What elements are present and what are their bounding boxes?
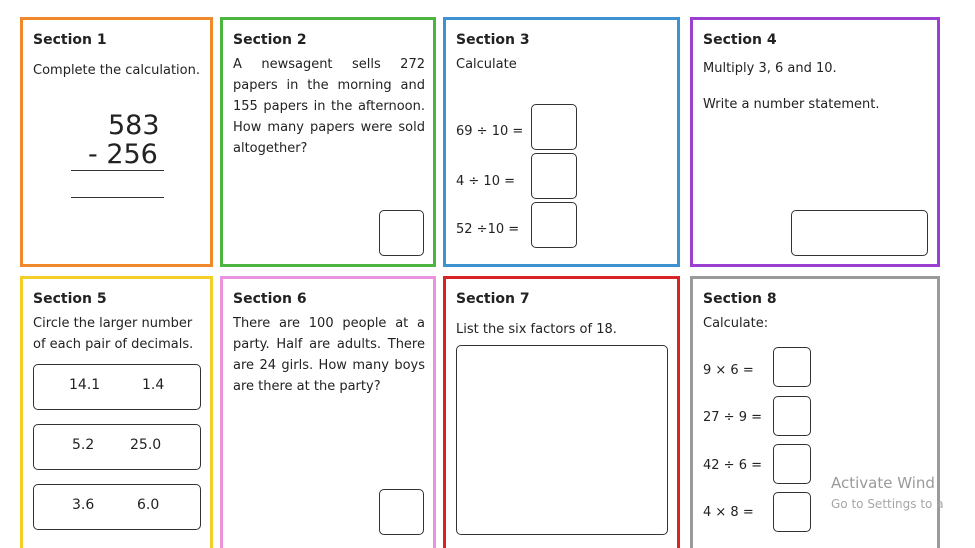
section-5-instruction: Circle the larger number of each pair of decimals. [33, 316, 194, 352]
section-8-answer-box-4[interactable] [773, 492, 811, 532]
section-1-title: Section 1 [33, 32, 107, 48]
section-7-answer-area[interactable] [456, 345, 668, 535]
decimal-pair-3-first[interactable]: 3.6 [72, 497, 95, 513]
section-6-card [220, 276, 436, 548]
section-3-equation-1: 69 ÷ 10 = [456, 124, 524, 139]
section-1-top-number: 583 [108, 110, 160, 141]
section-6-title: Section 6 [233, 291, 307, 307]
section-1-instruction: Complete the calculation. [33, 63, 200, 78]
decimal-pair-2-second[interactable]: 25.0 [130, 437, 162, 453]
section-3-answer-box-3[interactable] [531, 202, 577, 248]
section-8-equation-4: 4 × 8 = [703, 505, 754, 520]
section-2-title: Section 2 [233, 32, 307, 48]
section-5-card [20, 276, 213, 548]
section-4-answer-box[interactable] [791, 210, 928, 256]
section-4-title: Section 4 [703, 32, 777, 48]
decimal-pair-3-second[interactable]: 6.0 [137, 497, 160, 513]
section-6-answer-box[interactable] [379, 489, 424, 535]
section-4-line-1: Multiply 3, 6 and 10. [703, 61, 837, 76]
section-6-question: There are 100 people at a party. Half are adults. There are 24 girls. How many boys are there at the party? [233, 316, 425, 394]
decimal-pair-1-second[interactable]: 1.4 [142, 377, 165, 393]
section-4-line-2: Write a number statement. [703, 97, 880, 112]
section-3-title: Section 3 [456, 32, 530, 48]
section-2-question: A newsagent sells 272 papers in the morning and 155 papers in the afternoon. How many papers were sold altogether? [233, 57, 425, 156]
section-8-answer-box-1[interactable] [773, 347, 811, 387]
section-3-card [443, 17, 680, 267]
decimal-pair-2[interactable] [33, 424, 201, 470]
section-3-equation-2: 4 ÷ 10 = [456, 174, 515, 189]
section-3-instruction: Calculate [456, 57, 517, 72]
section-8-equation-2: 27 ÷ 9 = [703, 410, 762, 425]
section-3-equation-3: 52 ÷10 = [456, 222, 520, 237]
section-8-title: Section 8 [703, 291, 777, 307]
section-8-answer-box-2[interactable] [773, 396, 811, 436]
section-2-answer-box[interactable] [379, 210, 424, 256]
section-8-equation-1: 9 × 6 = [703, 363, 754, 378]
decimal-pair-1[interactable] [33, 364, 201, 410]
section-1-answer-line [71, 197, 164, 198]
activation-watermark-subtitle: Go to Settings to a [831, 497, 944, 511]
section-8-instruction: Calculate: [703, 316, 769, 331]
section-8-answer-box-3[interactable] [773, 444, 811, 484]
section-3-answer-box-1[interactable] [531, 104, 577, 150]
section-1-bottom-number: - 256 [88, 139, 158, 170]
section-2-card [220, 17, 436, 267]
section-7-instruction: List the six factors of 18. [456, 322, 617, 337]
section-1-card [20, 17, 213, 267]
decimal-pair-1-first[interactable]: 14.1 [69, 377, 101, 393]
decimal-pair-2-first[interactable]: 5.2 [72, 437, 95, 453]
section-1-sum-line [71, 170, 164, 171]
section-4-card [690, 17, 940, 267]
section-7-title: Section 7 [456, 291, 530, 307]
activation-watermark-title: Activate Wind [831, 474, 935, 492]
section-7-card [443, 276, 680, 548]
decimal-pair-3[interactable] [33, 484, 201, 530]
section-8-equation-3: 42 ÷ 6 = [703, 458, 762, 473]
section-5-title: Section 5 [33, 291, 107, 307]
section-3-answer-box-2[interactable] [531, 153, 577, 199]
